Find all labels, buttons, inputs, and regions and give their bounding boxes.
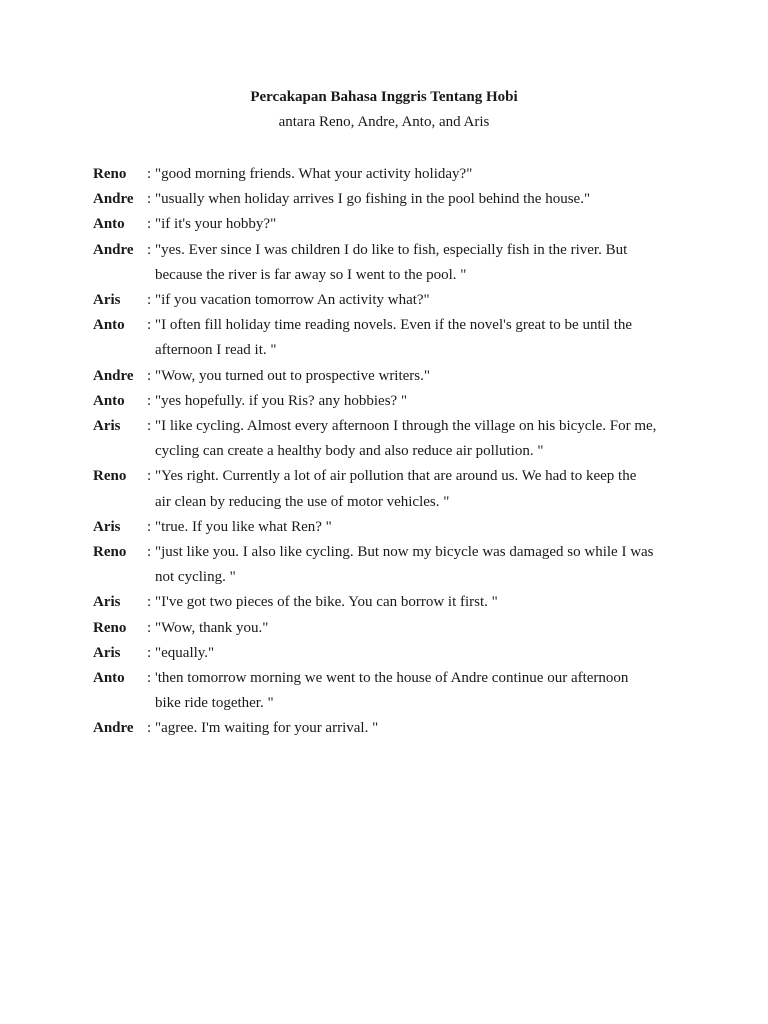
dialogue-line [93, 364, 693, 389]
dialogue-line [93, 238, 693, 288]
speaker-colon: : [147, 619, 152, 636]
dialogue-line [93, 212, 693, 237]
speaker-colon: : [147, 720, 152, 737]
speaker-name: Aris [93, 518, 121, 535]
speaker-colon: : [147, 317, 152, 334]
speaker-name: Reno [93, 619, 127, 636]
speaker-name: Andre [93, 191, 134, 208]
speaker-name: Anto [93, 670, 125, 687]
document-subtitle: antara Reno, Andre, Anto, and Aris [278, 114, 490, 130]
dialogue-line [93, 313, 693, 363]
speaker-colon: : [147, 594, 152, 611]
dialogue-line [93, 716, 693, 741]
dialogue-text: "agree. I'm waiting for your arrival. " [155, 720, 379, 737]
speaker-colon: : [147, 670, 152, 687]
speaker-colon: : [147, 166, 152, 182]
dialogue-text: "Yes right. Currently a lot of air pollution that are around us. We had to keep the air clean by reducing the use of motor vehicles. " [155, 468, 637, 510]
dialogue-text: 'then tomorrow morning we went to the house of Andre continue our afternoon bike ride together. " [155, 670, 629, 712]
document-title: Percakapan Bahasa Inggris Tentang Hobi [250, 89, 518, 105]
dialogue-text: "Wow, thank you." [155, 619, 269, 636]
dialogue-line [93, 389, 693, 414]
dialogue-line [93, 515, 693, 540]
speaker-name: Reno [93, 166, 127, 182]
dialogue-text: "if it's your hobby?" [155, 216, 277, 233]
dialogue-line [93, 540, 693, 590]
dialogue-line [93, 162, 693, 187]
speaker-name: Andre [93, 241, 134, 258]
dialogue-line [93, 641, 693, 666]
dialogue-text: "I like cycling. Almost every afternoon I through the village on his bicycle. For me, cycling can create a healthy body and also reduce air pollution. " [155, 418, 657, 460]
dialogue-line [93, 414, 693, 464]
speaker-name: Aris [93, 644, 121, 661]
dialogue-text: "yes hopefully. if you Ris? any hobbies? " [155, 392, 408, 409]
speaker-colon: : [147, 191, 152, 208]
dialogue-list [93, 162, 693, 742]
dialogue-line [93, 590, 693, 615]
dialogue-line [93, 288, 693, 313]
speaker-colon: : [147, 241, 152, 258]
dialogue-text: "I often fill holiday time reading novels. Even if the novel's great to be until the afternoon I read it. " [155, 317, 633, 359]
speaker-name: Aris [93, 292, 121, 309]
dialogue-text: "yes. Ever since I was children I do like to fish, especially fish in the river. But because the river is far away so I went to the pool. " [155, 241, 628, 283]
speaker-name: Andre [93, 720, 134, 737]
speaker-colon: : [147, 544, 152, 561]
speaker-name: Aris [93, 418, 121, 435]
speaker-colon: : [147, 644, 152, 661]
speaker-colon: : [147, 292, 152, 309]
dialogue-line [93, 187, 693, 212]
dialogue-text: "if you vacation tomorrow An activity what?" [155, 292, 430, 309]
dialogue-line [93, 464, 693, 514]
speaker-colon: : [147, 392, 152, 409]
speaker-name: Anto [93, 317, 125, 334]
dialogue-text: "Wow, you turned out to prospective writers." [155, 367, 431, 384]
speaker-name: Andre [93, 367, 134, 384]
speaker-colon: : [147, 518, 152, 535]
speaker-colon: : [147, 418, 152, 435]
dialogue-text: "true. If you like what Ren? " [155, 518, 332, 535]
speaker-name: Reno [93, 544, 127, 561]
speaker-name: Anto [93, 216, 125, 233]
dialogue-text: "equally." [155, 644, 215, 661]
dialogue-text: "I've got two pieces of the bike. You can borrow it first. " [155, 594, 498, 611]
speaker-colon: : [147, 216, 152, 233]
speaker-name: Aris [93, 594, 121, 611]
speaker-name: Anto [93, 392, 125, 409]
speaker-colon: : [147, 367, 152, 384]
dialogue-text: "good morning friends. What your activity holiday?" [155, 166, 473, 182]
dialogue-text: "just like you. I also like cycling. But now my bicycle was damaged so while I was not cycling. " [155, 544, 654, 586]
dialogue-text: "usually when holiday arrives I go fishing in the pool behind the house." [155, 191, 591, 208]
dialogue-line [93, 666, 693, 716]
speaker-name: Reno [93, 468, 127, 485]
speaker-colon: : [147, 468, 152, 485]
dialogue-line [93, 616, 693, 641]
